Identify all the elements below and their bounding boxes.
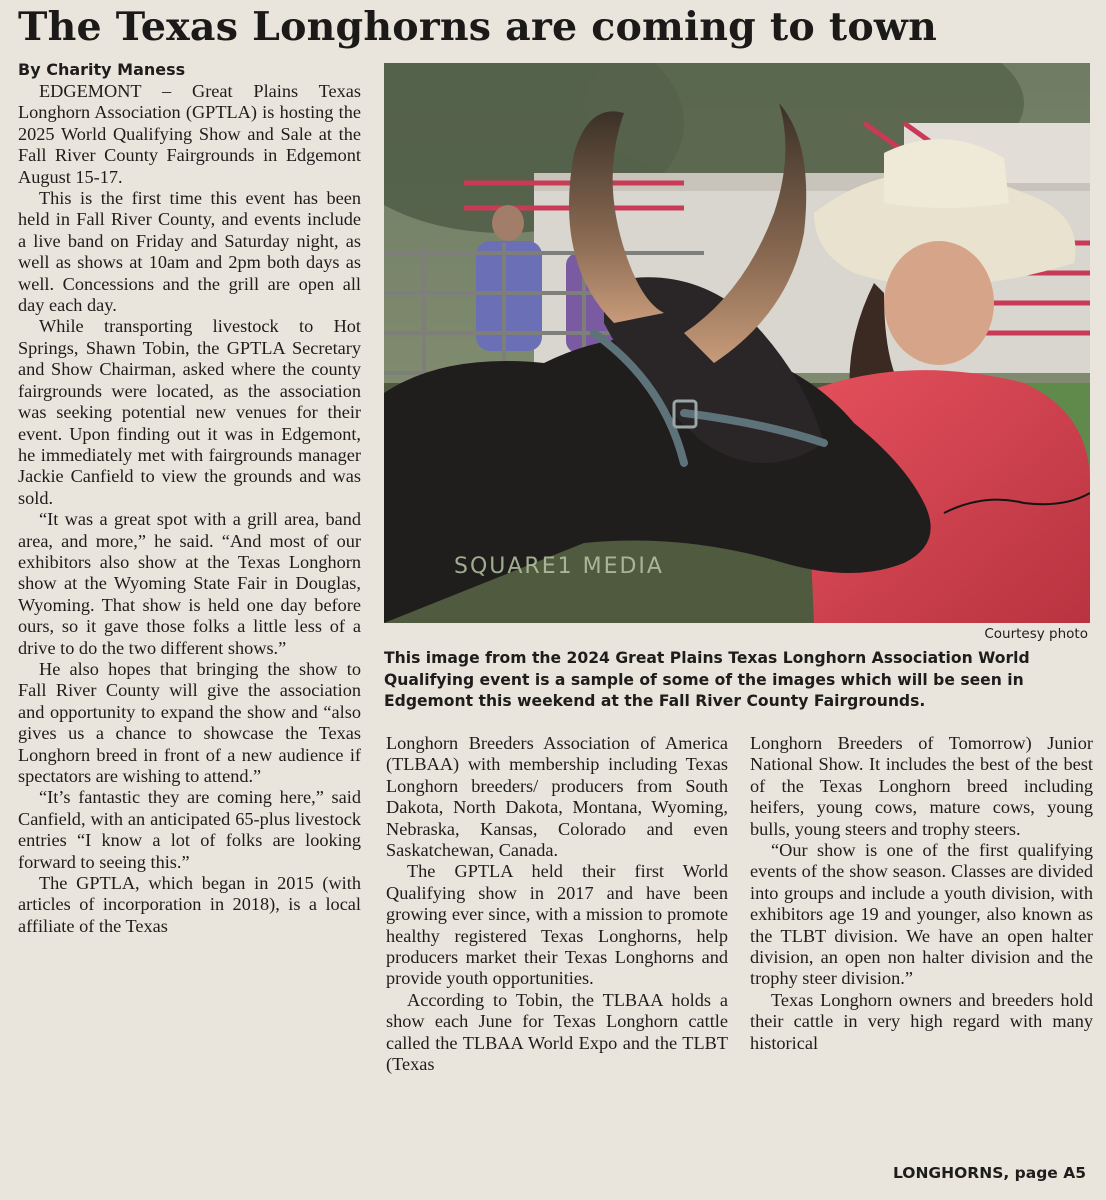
photo-caption: This image from the 2024 Great Plains Texas Longhorn Association World Qualifying event is a sample of some of the images which will be seen in Edgemont this weekend at the Fall River County Fairgrounds.: [384, 649, 1030, 710]
paragraph: He also hopes that bringing the show to Fall River County will give the association and opportunity to expand the show and “also gives us a chance to showcase the Texas Longhorn breed in front of a new audience if spectators are wishing to attend.”: [18, 658, 361, 786]
paragraph: Texas Longhorn owners and breeders hold their cattle in very high regard with many historical: [750, 989, 1093, 1053]
byline: By Charity Maness: [18, 60, 186, 79]
article-photo: [384, 63, 1090, 623]
paragraph: The GPTLA held their first World Qualifying show in 2017 and have been growing ever since, with a mission to promote healthy registered Texas Longhorns, help producers market their Texas Longhorns and provide youth opportunities.: [386, 861, 728, 989]
article-column-3: [750, 733, 1093, 1054]
photo-watermark: SQUARE1 MEDIA: [454, 554, 664, 579]
paragraph: Longhorn Breeders Association of America (TLBAA) with membership including Texas Longhorn breeders/ producers from South Dakota, North Dakota, Montana, Wyoming, Nebraska, Kansas, Colorado and even Saskatchewan, Canada.: [386, 733, 728, 861]
article-column-2: [386, 733, 728, 1076]
continuation-jump-line: LONGHORNS, page A5: [892, 1164, 1086, 1182]
paragraph: While transporting livestock to Hot Springs, Shawn Tobin, the GPTLA Secretary and Show Chairman, asked where the county fairgrounds were located, as the association was seeking potential new venues for their event. Upon finding out it was in Edgemont, he immediately met with fairgrounds manager Jackie Canfield to view the grounds and was sold.: [18, 316, 361, 508]
article-column-1: [18, 81, 361, 937]
paragraph: This is the first time this event has been held in Fall River County, and events include a live band on Friday and Saturday night, as well as shows at 10am and 2pm both days as well. Concessions and the grill are open all day each day.: [18, 188, 361, 316]
headline: The Texas Longhorns are coming to town: [18, 4, 937, 50]
paragraph: “It was a great spot with a grill area, band area, and more,” he said. “And most of our exhibitors also show at the Texas Longhorn show at the Wyoming State Fair in Douglas, Wyoming. That show is held one day before ours, so it gave those folks a little less of a drive to do the two different shows.”: [18, 509, 361, 658]
paragraph: “It’s fantastic they are coming here,” said Canfield, with an anticipated 65-plus livestock entries “I know a lot of folks are looking forward to seeing this.”: [18, 787, 361, 872]
paragraph: The GPTLA, which began in 2015 (with articles of incorporation in 2018), is a local affiliate of the Texas: [18, 873, 361, 936]
paragraph: Longhorn Breeders of Tomorrow) Junior National Show. It includes the best of the best of the Texas Longhorn breed including heifers, young cows, mature cows, young bulls, young steers and trophy steers.: [750, 733, 1093, 839]
photo-credit: Courtesy photo: [984, 626, 1088, 642]
paragraph: “Our show is one of the first qualifying events of the show season. Classes are divided into groups and include a youth division, with exhibitors age 19 and younger, also known as the TLBT division. We have an open halter division, an open non halter division and the trophy steer division.”: [750, 840, 1093, 989]
paragraph: According to Tobin, the TLBAA holds a show each June for Texas Longhorn cattle called the TLBAA World Expo and the TLBT (Texas: [386, 989, 728, 1075]
longhorn-photo-illustration: [384, 63, 1090, 623]
paragraph: EDGEMONT – Great Plains Texas Longhorn Association (GPTLA) is hosting the 2025 World Qualifying Show and Sale at the Fall River County Fairgrounds in Edgemont August 15-17.: [18, 81, 361, 187]
